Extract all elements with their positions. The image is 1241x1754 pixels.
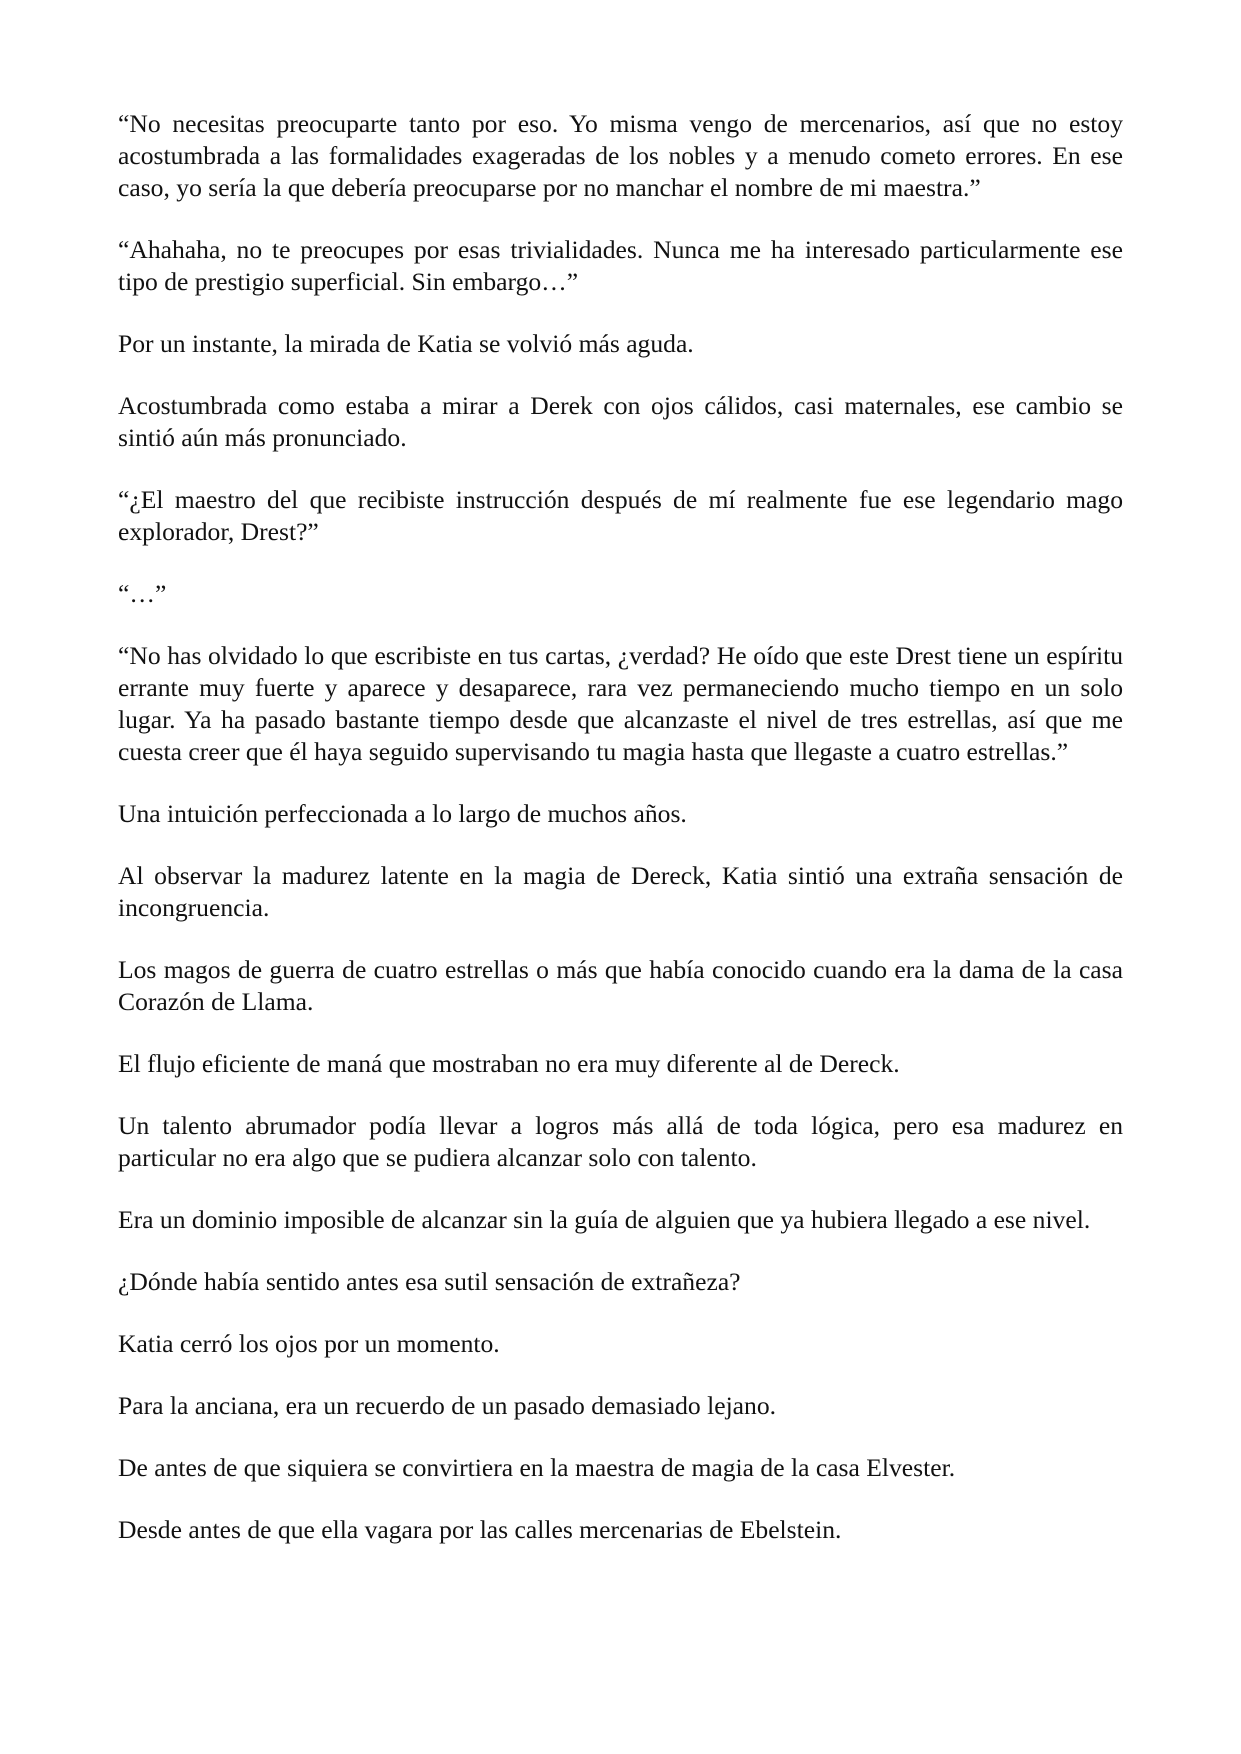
paragraph: “Ahahaha, no te preocupes por esas trivialidades. Nunca me ha interesado particularmente ese tipo de prestigio superficial. Sin embargo…” xyxy=(118,235,1123,296)
paragraph: Un talento abrumador podía llevar a logros más allá de toda lógica, pero esa madurez en particular no era algo que se pudiera alcanzar solo con talento. xyxy=(118,1111,1123,1172)
paragraph: Los magos de guerra de cuatro estrellas o más que había conocido cuando era la dama de la casa Corazón de Llama. xyxy=(118,955,1123,1016)
paragraph: De antes de que siquiera se convirtiera en la maestra de magia de la casa Elvester. xyxy=(118,1453,956,1482)
paragraph: Una intuición perfeccionada a lo largo de muchos años. xyxy=(118,799,687,828)
paragraph: “No has olvidado lo que escribiste en tus cartas, ¿verdad? He oído que este Drest tiene un espíritu errante muy fuerte y aparece y desaparece, rara vez permaneciendo mucho tiempo en un solo lugar. Ya ha pasado bastante tiempo desde que alcanzaste el nivel de tres estrellas, así que me cuesta creer que él haya seguido supervisando tu magia hasta que llegaste a cuatro estrellas.” xyxy=(118,641,1123,766)
paragraph: Al observar la madurez latente en la magia de Dereck, Katia sintió una extraña sensación de incongruencia. xyxy=(118,861,1123,922)
paragraph: El flujo eficiente de maná que mostraban no era muy diferente al de Dereck. xyxy=(118,1049,900,1078)
paragraph: “No necesitas preocuparte tanto por eso. Yo misma vengo de mercenarios, así que no estoy acostumbrada a las formalidades exageradas de los nobles y a menudo cometo errores. En ese caso, yo sería la que debería preocuparse por no manchar el nombre de mi maestra.” xyxy=(118,109,1123,202)
paragraph: “¿El maestro del que recibiste instrucción después de mí realmente fue ese legendario mago explorador, Drest?” xyxy=(118,485,1123,546)
paragraph: Desde antes de que ella vagara por las calles mercenarias de Ebelstein. xyxy=(118,1515,842,1544)
paragraph: ¿Dónde había sentido antes esa sutil sensación de extrañeza? xyxy=(118,1267,741,1296)
paragraph: Para la anciana, era un recuerdo de un pasado demasiado lejano. xyxy=(118,1391,777,1420)
document-page xyxy=(118,108,1123,1576)
paragraph: Acostumbrada como estaba a mirar a Derek con ojos cálidos, casi maternales, ese cambio se sintió aún más pronunciado. xyxy=(118,391,1123,452)
paragraph: Era un dominio imposible de alcanzar sin la guía de alguien que ya hubiera llegado a ese nivel. xyxy=(118,1205,1091,1234)
paragraph: Por un instante, la mirada de Katia se volvió más aguda. xyxy=(118,329,694,358)
paragraph: Katia cerró los ojos por un momento. xyxy=(118,1329,500,1358)
paragraph: “…” xyxy=(118,579,167,608)
